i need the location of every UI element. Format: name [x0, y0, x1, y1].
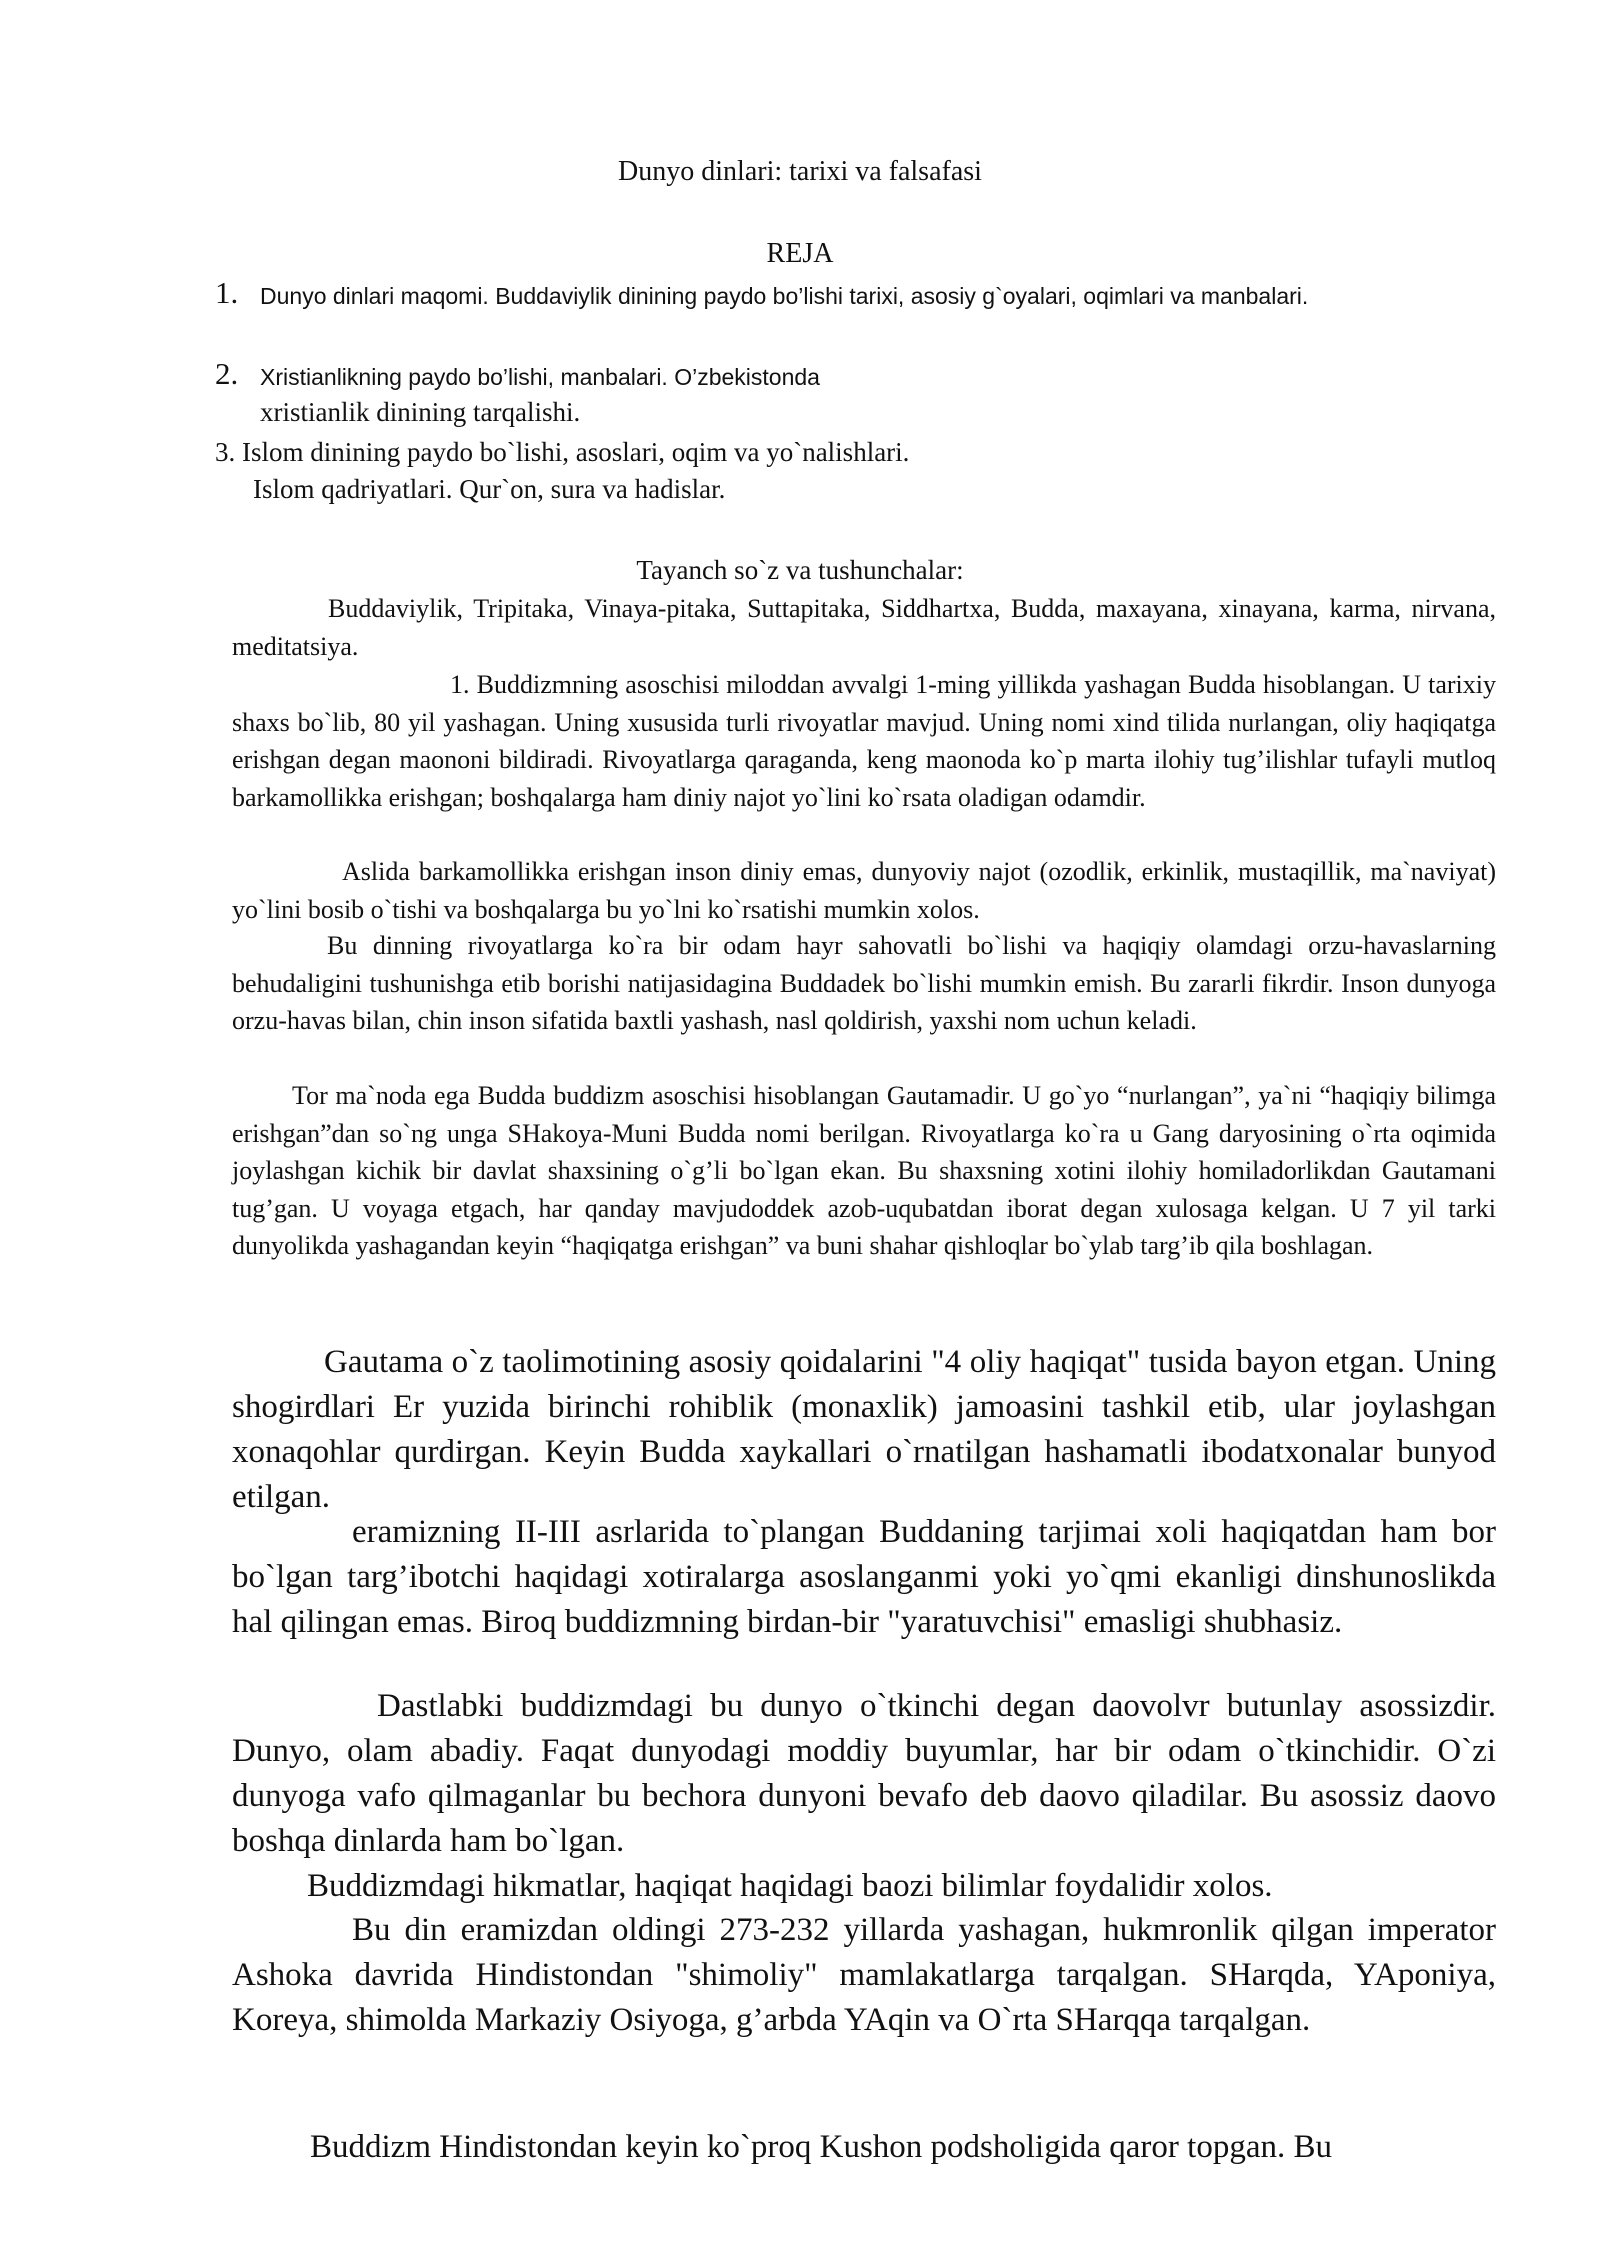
paragraph-text: 1. Buddizmning asoschisi miloddan avvalgi 1-ming yillikda yashagan Budda hisoblangan. U tarixiy shaxs bo`lib, 80 yil yashagan. Uning xususida turli rivoyatlar mavjud. Uning nomi xind tilida nurlangan, oliy haqiqatga erishgan degan maononi bildiradi. Rivoyatlarga qaraganda, keng maonoda ko`p marta ilohiy tug’ilishlar tufayli mutloq barkamollikka erishgan; boshqalarga ham diniy najot yo`lini ko`rsata oladigan odamdir. — [232, 670, 1496, 812]
keywords-heading: Tayanch so`z va tushunchalar: — [636, 555, 964, 585]
keywords-text: Buddaviylik, Tripitaka, Vinaya-pitaka, Suttapitaka, Siddhartxa, Budda, maxayana, xinayana, karma, nirvana, meditatsiya. — [232, 594, 1496, 661]
paragraph — [232, 1908, 1496, 2043]
paragraph — [232, 1684, 1496, 1864]
plan-item-3 — [215, 434, 1515, 508]
plan-item-text: Dunyo dinlari maqomi. Buddaviylik dinining paydo bo’lishi tarixi, asosiy g`oyalari, oqimlari va manbalari. — [260, 283, 1309, 309]
paragraph-text: Bu dinning rivoyatlarga ko`ra bir odam hayr sahovatli bo`lishi va haqiqiy olamdagi orzu-havaslarning behudaligini tushunishga etib borishi natijasidagina Buddadek bo`lishi mumkin emish. Bu zararli fikrdir. Inson dunyoga orzu-havas bilan, chin inson sifatida baxtli yashash, nasl qoldirish, yaxshi nom uchun keladi. — [232, 931, 1496, 1035]
keywords-list — [232, 590, 1496, 665]
plan-item-continuation: xristianlik dinining tarqalishi. — [260, 397, 581, 427]
paragraph-text: Dastlabki buddizmdagi bu dunyo o`tkinchi degan daovolvr butunlay asossizdir. Dunyo, olam abadiy. Faqat dunyodagi moddiy buyumlar, har bir odam o`tkinchidir. O`zi dunyoga vafo qilmaganlar bu bechora dunyoni bevafo deb daovo qiladilar. Bu asossiz daovo boshqa dinlarda ham bo`lgan. — [232, 1688, 1496, 1859]
paragraph — [232, 927, 1496, 1040]
paragraph-text: Bu din eramizdan oldingi 273-232 yillarda yashagan, hukmronlik qilgan imperator Ashoka davrida Hindistondan "shimoliy" mamlakatlarga tarqalgan. SHarqda, YAponiya, Koreya, shimolda Markaziy Osiyoga, g’arbda YAqin va O`rta SHarqqa tarqalgan. — [232, 1912, 1496, 2038]
paragraph — [232, 1510, 1496, 1645]
plan-item-1 — [215, 277, 1505, 315]
plan-item-number: 2. — [215, 356, 239, 391]
plan-item-number: 1. — [215, 275, 239, 310]
paragraph-text: eramizning II-III asrlarida to`plangan Buddaning tarjimai xoli haqiqatdan ham bor bo`lgan targ’ibotchi haqidagi xotiralarga asoslanganmi yoki yo`qmi ekanligi dinshunoslikda hal qilingan emas. Biroq buddizmning birdan-bir "yaratuvchisi" emasligi shubhasiz. — [232, 1514, 1496, 1640]
paragraph — [232, 1340, 1496, 1520]
plan-item-text: Xristianlikning paydo bo’lishi, manbalari. O’zbekistonda — [260, 364, 820, 390]
paragraph — [232, 1077, 1496, 1265]
plan-item-2 — [215, 358, 975, 430]
paragraph-text: Aslida barkamollikka erishgan inson diniy emas, dunyoviy najot (ozodlik, erkinlik, mustaqillik, ma`naviyat) yo`lini bosib o`tishi va boshqalarga bu yo`lni ko`rsatishi mumkin xolos. — [232, 857, 1496, 924]
paragraph — [232, 666, 1496, 816]
paragraph-text: Buddizmdagi hikmatlar, haqiqat haqidagi baozi bilimlar foydalidir xolos. — [307, 1868, 1273, 1904]
document-title: Dunyo dinlari: tarixi va falsafasi — [618, 156, 982, 187]
plan-heading: REJA — [766, 238, 834, 269]
plan-item-text: 3. Islom dinining paydo bo`lishi, asoslari, oqim va yo`nalishlari. — [215, 437, 910, 467]
paragraph-text: Tor ma`noda ega Budda buddizm asoschisi hisoblangan Gautamadir. U go`yo “nurlangan”, ya`ni “haqiqiy bilimga erishgan”dan so`ng unga SHakoya-Muni Budda nomi berilgan. Rivoyatlarga ko`ra u Gang daryosining o`rta oqimida joylashgan kichik bir davlat shaxsining o`g’li bo`lgan ekan. Bu shaxsning xotini ilohiy homiladorlikdan Gautamani tug’gan. U voyaga etgach, har qanday mavjudoddek azob-uqubatdan iborat degan xulosaga kelgan. U 7 yil tarki dunyolikda yashagandan keyin “haqiqatga erishgan” va buni shahar qishloqlar bo`ylab targ’ib qila boshlagan. — [232, 1081, 1496, 1260]
paragraph — [232, 2125, 1496, 2170]
plan-item-continuation: Islom qadriyatlari. Qur`on, sura va hadislar. — [253, 474, 726, 504]
paragraph — [232, 1864, 1496, 1909]
paragraph-text: Gautama o`z taolimotining asosiy qoidalarini "4 oliy haqiqat" tusida bayon etgan. Uning shogirdlari Er yuzida birinchi rohiblik (monaxlik) jamoasini tashkil etib, ular joylashgan xonaqohlar qurdirgan. Keyin Budda xaykallari o`rnatilgan hashamatli ibodatxonalar bunyod etilgan. — [232, 1344, 1496, 1515]
paragraph-text: Buddizm Hindistondan keyin ko`proq Kushon podsholigida qaror topgan. Bu — [310, 2129, 1332, 2165]
paragraph — [232, 853, 1496, 928]
